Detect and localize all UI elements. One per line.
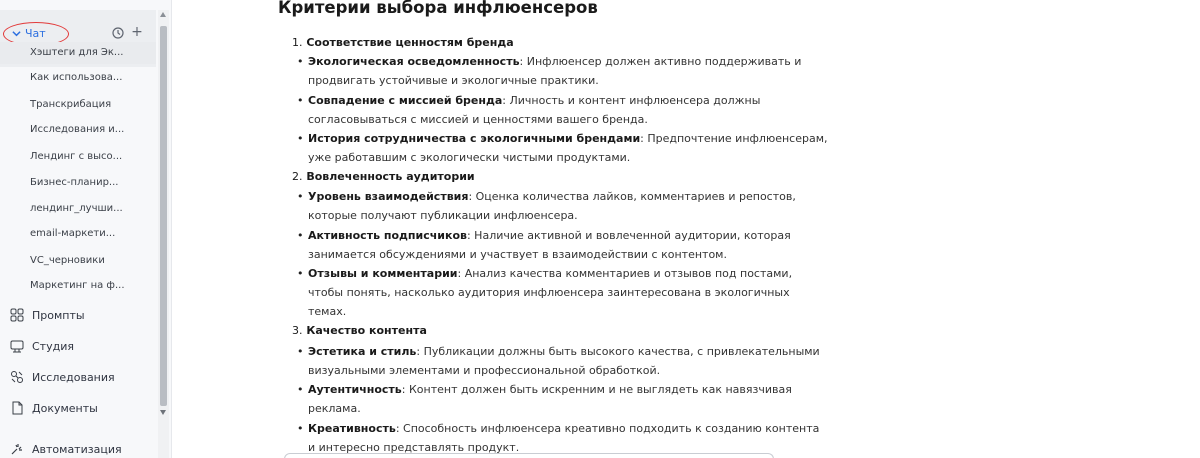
chat-item[interactable]: Маркетинг на ф... <box>30 280 125 291</box>
add-chat-icon[interactable]: + <box>131 24 143 40</box>
section-title: Качество контента <box>306 324 427 337</box>
section-title: Вовлеченность аудитории <box>306 170 475 183</box>
item-term: Уровень взаимодействия <box>308 190 469 203</box>
document-title: Критерии выбора инфлюенсеров <box>278 0 598 17</box>
section-number: 3. <box>292 324 303 337</box>
nav-documents[interactable] <box>10 398 98 418</box>
research-icon <box>10 370 24 384</box>
section-heading <box>292 324 427 337</box>
message-input-box[interactable] <box>284 453 774 458</box>
nav-automation[interactable] <box>10 439 122 458</box>
automation-icon <box>10 442 24 456</box>
studio-icon <box>10 339 24 353</box>
item-text: : Анализ качества комментариев и отзывов под постами, чтобы понять, насколько аудитория инфлюенсера заинтересована в экологичных темах. <box>308 267 793 319</box>
nav-prompts-label: Промпты <box>32 308 85 322</box>
item-term: Активность подписчиков <box>308 229 467 242</box>
nav-documents-label: Документы <box>32 401 98 415</box>
item-term: Отзывы и комментарии <box>308 267 458 280</box>
chat-item[interactable]: Исследования и... <box>30 124 125 135</box>
item-text: : Личность и контент инфлюенсера должны согласовываться с миссией и ценностями вашего бренда. <box>308 94 761 127</box>
scroll-thumb[interactable] <box>160 26 167 406</box>
chat-item[interactable]: Бизнес-планир... <box>30 177 119 188</box>
grid-icon <box>10 308 24 322</box>
nav-studio[interactable] <box>10 336 74 356</box>
section-heading <box>292 170 475 183</box>
chat-item[interactable]: Хэштеги для Эк... <box>0 42 156 64</box>
item-text: : Предпочтение инфлюенсерам, уже работавшим с экологически чистыми продуктами. <box>308 132 828 165</box>
item-text: : Способность инфлюенсера креативно подходить к созданию контента и интересно представлять продукт. <box>308 422 820 455</box>
list-item <box>308 380 828 418</box>
item-term: Эстетика и стиль <box>308 345 417 358</box>
list-item <box>308 52 828 90</box>
item-text: : Контент должен быть искренним и не выглядеть как навязчивая реклама. <box>308 383 792 416</box>
list-item <box>308 91 828 129</box>
section-heading <box>292 36 514 49</box>
section-number: 2. <box>292 170 303 183</box>
chat-item[interactable]: Транскрибация <box>30 99 112 110</box>
chat-item[interactable]: лендинг_лучши... <box>30 203 123 214</box>
chat-label: Чат <box>25 26 46 40</box>
section-number: 1. <box>292 36 303 49</box>
list-item <box>308 419 828 457</box>
nav-prompts[interactable] <box>10 305 85 325</box>
sidebar <box>0 0 172 458</box>
nav-automation-label: Автоматизация <box>32 442 122 456</box>
nav-studio-label: Студия <box>32 339 74 353</box>
list-item <box>308 129 828 167</box>
item-term: История сотрудничества с экологичными брендами <box>308 132 641 145</box>
document-view <box>172 0 1200 458</box>
nav-research[interactable] <box>10 367 115 387</box>
chat-item[interactable]: Как использова... <box>30 72 123 83</box>
item-text: : Оценка количества лайков, комментариев и репостов, которые получают публикации инфлюенсера. <box>308 190 796 223</box>
item-text: : Наличие активной и вовлеченной аудитории, которая занимается обсуждениями и участвует в взаимодействии с контентом. <box>308 229 791 262</box>
item-term: Экологическая осведомленность <box>308 55 520 68</box>
item-term: Аутентичность <box>308 383 402 396</box>
history-icon[interactable] <box>112 27 124 39</box>
scroll-up-arrow-icon[interactable] <box>160 12 166 17</box>
chat-item[interactable]: VC_черновики <box>30 255 105 266</box>
item-text: : Инфлюенсер должен активно поддерживать и продвигать устойчивые и экологичные практики. <box>308 55 802 88</box>
item-term: Совпадение с миссией бренда <box>308 94 503 107</box>
document-icon <box>10 401 24 415</box>
list-item <box>308 187 828 225</box>
list-item <box>308 264 828 322</box>
section-title: Соответствие ценностям бренда <box>306 36 514 49</box>
item-text: : Публикации должны быть высокого качества, с привлекательными визуальными элементами и профессиональной обработкой. <box>308 345 820 378</box>
list-item <box>308 342 828 380</box>
chat-item[interactable]: email-маркети... <box>30 228 116 239</box>
list-item <box>308 226 828 264</box>
chat-item[interactable]: Лендинг с высо... <box>30 151 123 162</box>
item-term: Креативность <box>308 422 396 435</box>
sidebar-scrollbar[interactable] <box>158 10 169 458</box>
scroll-down-arrow-icon[interactable] <box>160 410 166 415</box>
nav-research-label: Исследования <box>32 370 115 384</box>
